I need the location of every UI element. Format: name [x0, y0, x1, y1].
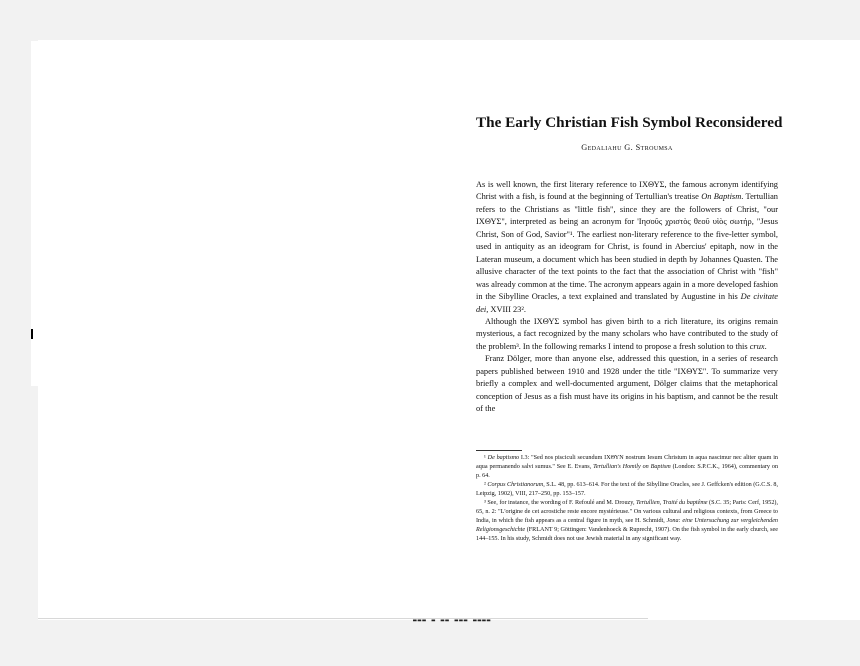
footnote-1 [476, 454, 778, 481]
page-bottom-edge [38, 618, 648, 619]
text-run: . Tertullian refers to the Christians as "little fish", since they are the followers of Christ, "our ΙΧΘΥΣ", interpreted as being an acronym for 'Ιησοῦς χριστὸς θεοῦ υἱὸς σωτήρ, "Jesus Christ, Son of God, Savior"¹. The earliest non-literary reference to the five-letter symbol, used in antiquity as an ideogram for Christ, is found in Abercius' epitaph, now in the Lateran museum, a document which has been studied in depth by Johannes Quasten. The allusive character of the text points to the fact that the association of Christ with "fish" was already common at the time. The acronym appears again in a more developed fashion in the Sibylline Oracles, a text explained and translated by Augustine in his [476, 192, 778, 302]
text-run: , S.L. 48, pp. 613–614. For the text of the Sibylline Oracles, see J. Geffcken's edition (G.C.S. 8, Leipzig, 1902), VIII, 217–250, pp. 153–157. [476, 481, 779, 497]
text-run: ¹ [484, 455, 488, 461]
text-run: (London: S.P.C.K., 1964), commentary on p. 64. [476, 463, 779, 479]
footnote-3 [476, 499, 778, 544]
italic-text: Tertullien, Traité du baptême [636, 499, 708, 506]
article-title: The Early Christian Fish Symbol Reconsidered [476, 114, 783, 132]
paragraph-3 [476, 353, 778, 415]
italic-text: crux [749, 341, 765, 351]
text-run: ² [484, 481, 488, 488]
italic-text: De baptismo [487, 455, 520, 461]
italic-text: De civitate dei [476, 292, 778, 314]
text-run: (FRLANT 9; Göttingen: Vandenhoeck & Ruprecht, 1907). On the fish symbol in the early church, see 144–155. In his study, Schmidt does not use Jewish material in any significant way. [476, 526, 778, 542]
text-run: Although the ΙΧΘΥΣ symbol has given birth to a rich literature, its origins remain mysterious, a fact recognized by the many scholars who have contributed to the study of the problem³. In the following remarks I intend to propose a fresh solution to this [476, 316, 778, 351]
text-run: (S.C. 35; Paris: Cerf, 1952), 65, n. 2: "L'origine de cet acrostiche reste encore mystérieuse." On various cultural and religious contexts, from Greece to India, in which the fish appears as a central figure in myth, see H. Schmidt, [476, 499, 778, 524]
bottom-artifact: ▬▬▬ ▬ ▬▬ ▬▬▬ ▬▬▬▬ [413, 617, 492, 624]
italic-text: On Baptism [701, 192, 742, 202]
text-run: ³ See, for instance, the wording of F. Refoulé and M. Drouzy, [484, 499, 637, 506]
article-body [476, 179, 778, 416]
text-run: Franz Dölger, more than anyone else, addressed this question, in a series of research papers published between 1910 and 1928 under the title "ΙΧΘΥΣ". To summarize very briefly a complex and well-documented argument, Dölger claims that the metaphorical conception of Jesus as a fish must have its origins in his baptism, and cannot be the result of the [476, 354, 778, 414]
italic-text: Corpus Christianorum [487, 481, 544, 488]
footnote-2 [476, 481, 778, 499]
paragraph-2 [476, 316, 778, 353]
footnote-separator [476, 450, 522, 451]
paragraph-1 [476, 179, 778, 316]
italic-text: Tertullian's Homily on Baptism [593, 463, 671, 470]
text-cursor [31, 329, 33, 339]
text-run: As is well known, the first literary reference to ΙΧΘΥΣ, the famous acronym identifying Christ with a fish, is found at the beginning of Tertullian's treatise [476, 180, 778, 202]
italic-text: Jona: eine Untersuchung zur vergleichenden Religionsgeschichte [476, 517, 778, 533]
article-author: Gedaliahu G. Stroumsa [581, 143, 673, 152]
footnotes [476, 454, 778, 544]
text-run: I.3: "Sed nos pisciculi secundum ΙΧΘΥΝ nostrum Iesum Christum in aqua nascimur nec aliter quam in aqua permanendo salvi sumus." See E. Evans, [476, 455, 778, 470]
text-run: . [764, 341, 767, 351]
text-run: , XVIII 23². [486, 304, 526, 314]
